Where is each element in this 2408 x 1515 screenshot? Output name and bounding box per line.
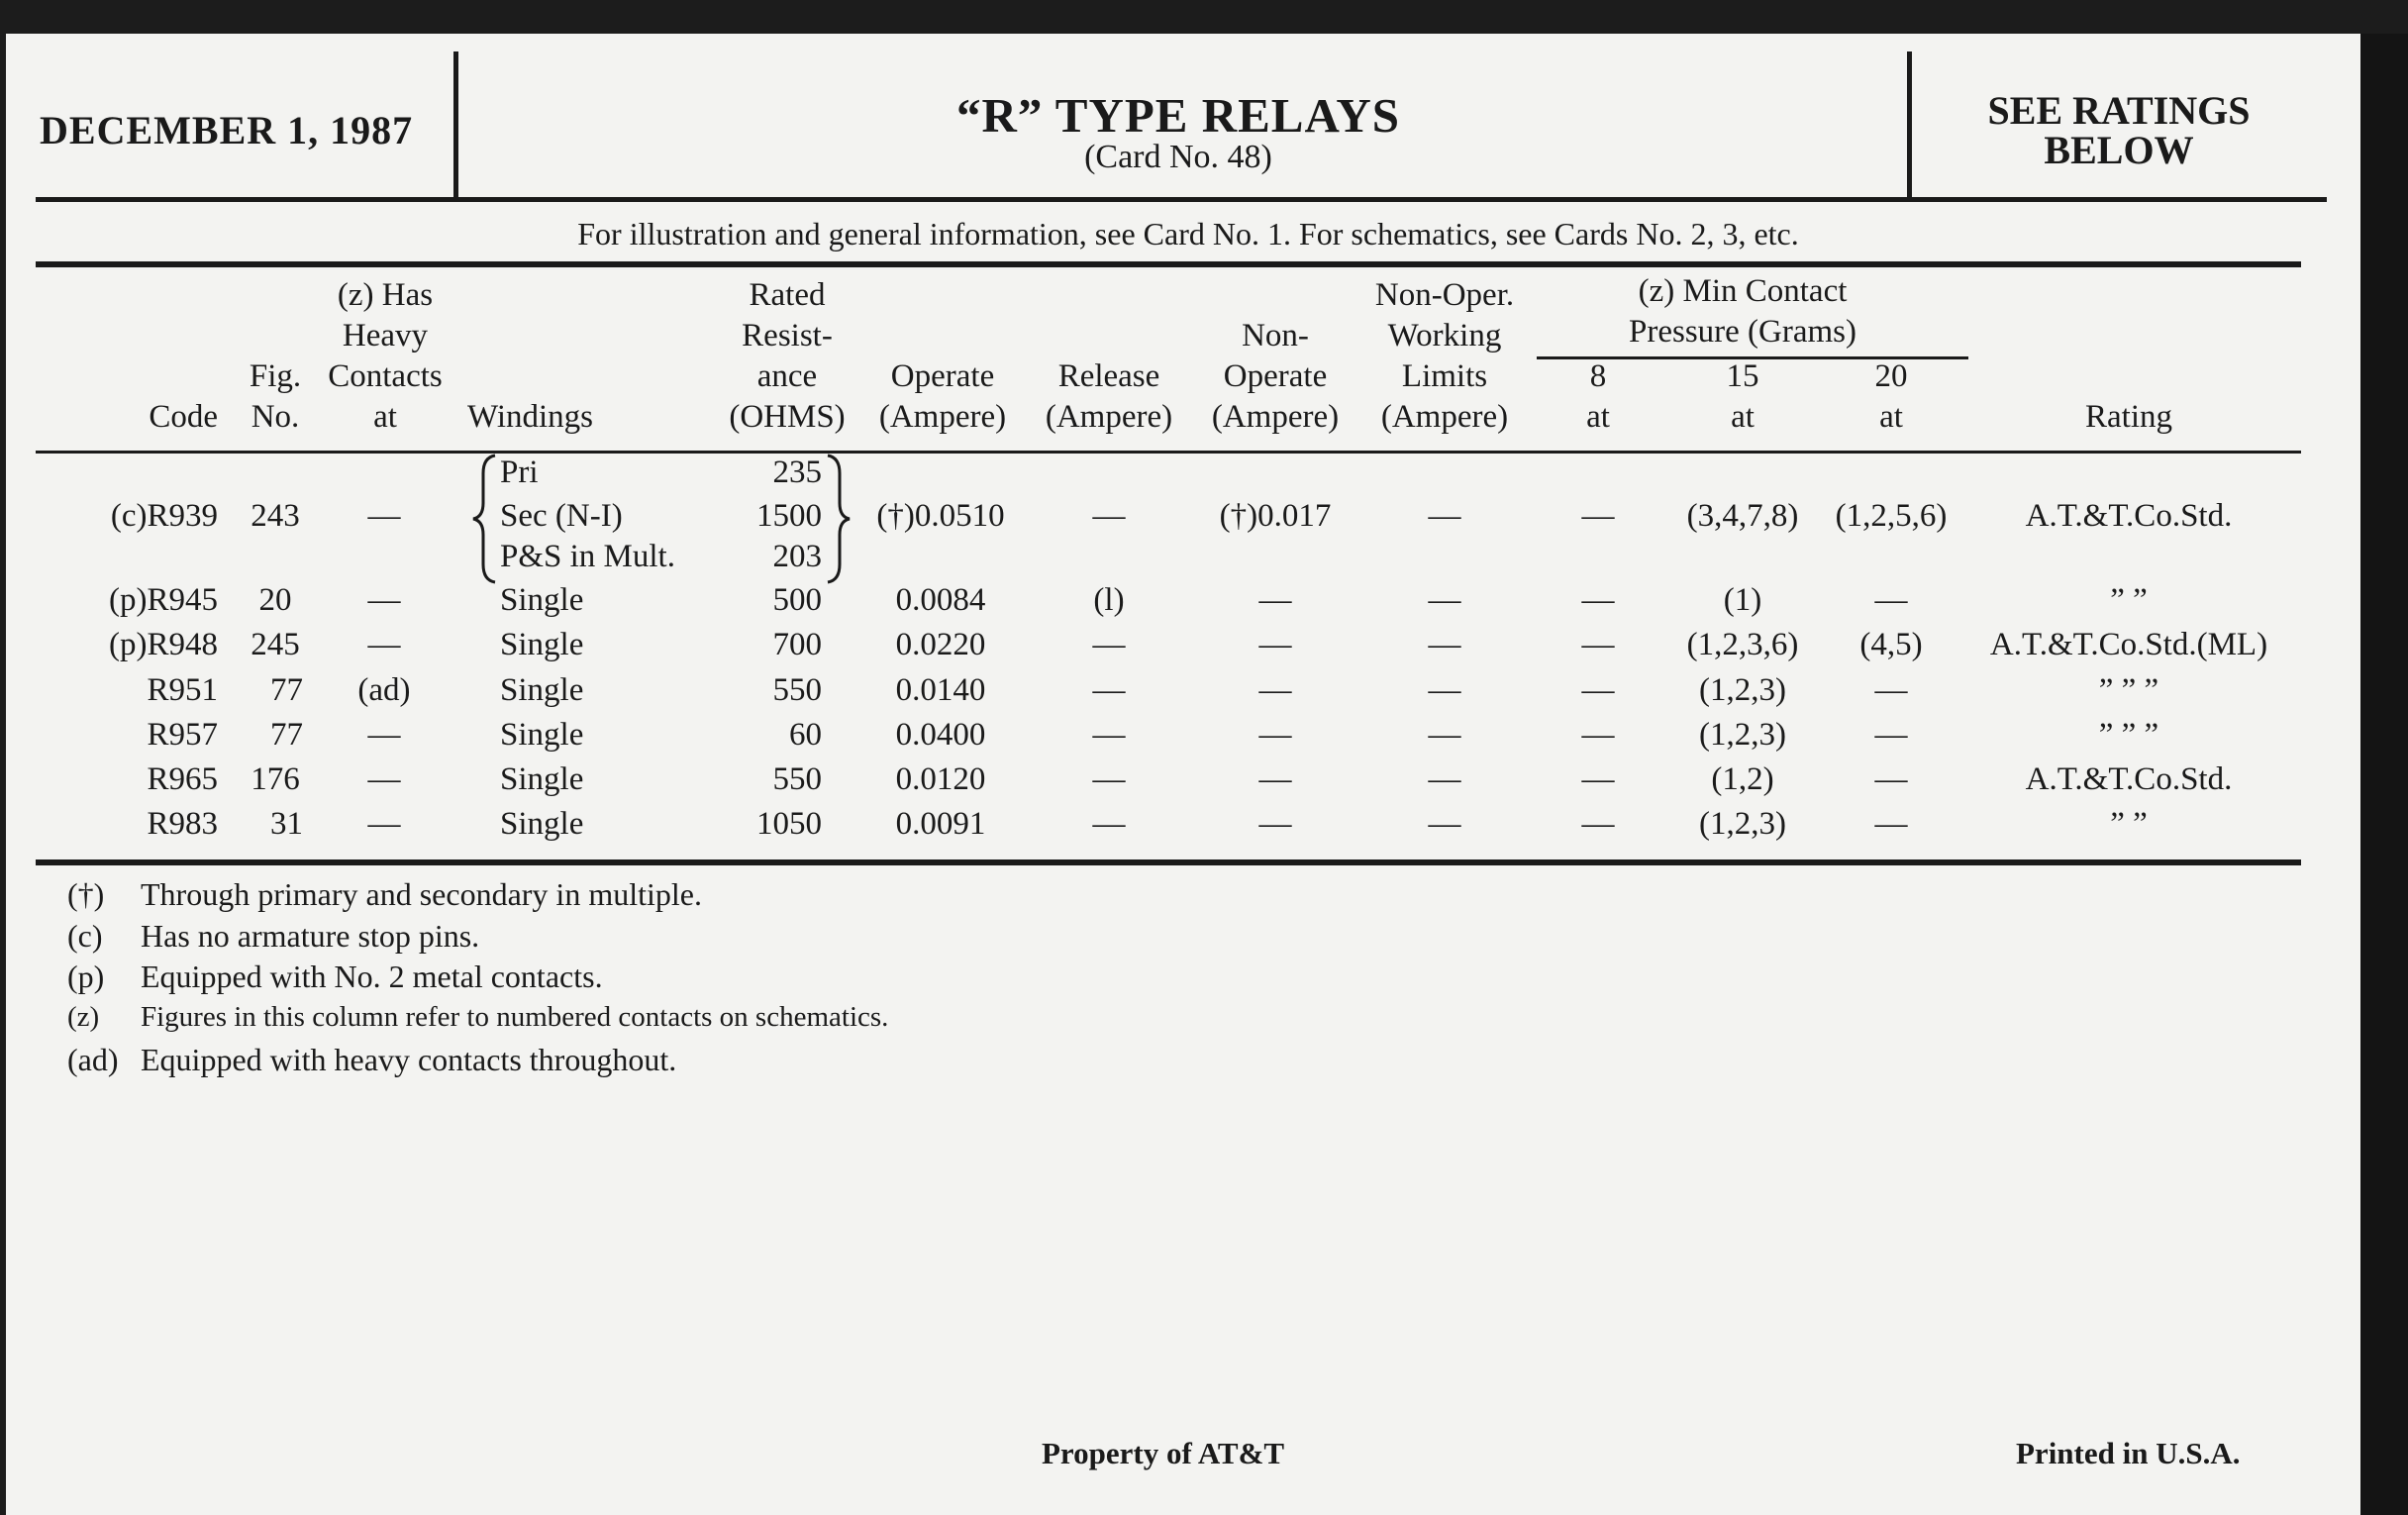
col-operate-2: (Ampere) xyxy=(878,399,1007,435)
footnote-key: (†) xyxy=(67,876,105,912)
footnote-key: (c) xyxy=(67,918,103,954)
header-bottom-rule xyxy=(36,451,2301,454)
col-heavy-3: Contacts xyxy=(328,358,443,394)
cell-resistance: 700 xyxy=(772,627,822,662)
cell-winding-ps: P&S in Mult. xyxy=(500,539,675,574)
cell-operate: 0.0091 xyxy=(895,806,986,842)
col-p8-1: 8 xyxy=(1589,358,1607,394)
cell-resistance-pri: 235 xyxy=(772,454,822,490)
footnote-key: (z) xyxy=(67,1001,100,1033)
footnote-dagger xyxy=(67,876,702,913)
cell-p20: — xyxy=(1874,717,1908,753)
cell-winding-sec: Sec (N-I) xyxy=(500,498,623,534)
col-fig-1: Fig. xyxy=(249,358,302,394)
cell-windings: Single xyxy=(500,672,584,708)
footnote-key: (ad) xyxy=(67,1042,119,1077)
col-working-1: Non-Oper. xyxy=(1374,277,1515,313)
cell-working: — xyxy=(1428,806,1461,842)
cell-working: — xyxy=(1428,582,1461,618)
footnote-text: Has no armature stop pins. xyxy=(141,918,480,954)
cell-resistance: 60 xyxy=(789,717,822,753)
cell-windings: Single xyxy=(500,806,584,842)
col-resistance-2: Resist- xyxy=(742,318,833,354)
cell-p8: — xyxy=(1581,761,1615,797)
cell-fig: 20 xyxy=(258,582,292,618)
col-working-4: (Ampere) xyxy=(1380,399,1509,435)
col-operate-1: Operate xyxy=(890,358,995,394)
col-rating: Rating xyxy=(2085,399,2172,435)
cell-p20: — xyxy=(1874,672,1908,708)
cell-fig: 176 xyxy=(251,761,300,797)
cell-rating: ” ” ” xyxy=(2098,672,2159,708)
cell-nonop: — xyxy=(1258,672,1292,708)
col-heavy-1: (z) Has xyxy=(337,277,434,313)
cell-fig: 243 xyxy=(251,498,300,534)
cell-p20: (1,2,5,6) xyxy=(1835,498,1948,534)
cell-p20: (4,5) xyxy=(1859,627,1923,662)
header-divider-left xyxy=(453,51,458,198)
cell-p8: — xyxy=(1581,806,1615,842)
cell-operate: 0.0084 xyxy=(895,582,986,618)
resistance-brace-right xyxy=(824,452,853,586)
printed-note: Printed in U.S.A. xyxy=(2016,1436,2241,1470)
cell-p8: — xyxy=(1581,672,1615,708)
cell-p15: (1,2,3) xyxy=(1699,806,1786,842)
col-release-2: (Ampere) xyxy=(1045,399,1173,435)
cell-code: (p)R948 xyxy=(109,627,218,662)
col-pressure-1: (z) Min Contact xyxy=(1638,273,1848,309)
col-p15-2: at xyxy=(1731,399,1755,435)
cell-operate: 0.0120 xyxy=(895,761,986,797)
cell-rating: ” ” ” xyxy=(2098,717,2159,753)
cell-working: — xyxy=(1428,717,1461,753)
col-p20-2: at xyxy=(1879,399,1903,435)
footnote-ad xyxy=(67,1042,676,1078)
card-number: (Card No. 48) xyxy=(1084,139,1272,175)
header-divider-right xyxy=(1907,51,1912,198)
table-top-rule xyxy=(36,261,2301,267)
cell-rating: A.T.&T.Co.Std.(ML) xyxy=(1989,627,2268,662)
cell-rating: ” ” xyxy=(2110,806,2148,842)
col-nonop-2: Operate xyxy=(1223,358,1328,394)
cell-release: — xyxy=(1092,761,1126,797)
cell-fig: 77 xyxy=(270,717,303,753)
cell-p15: (1,2,3,6) xyxy=(1686,627,1799,662)
cell-nonop: — xyxy=(1258,761,1292,797)
cell-release: — xyxy=(1092,498,1126,534)
cell-p20: — xyxy=(1874,582,1908,618)
issue-date: DECEMBER 1, 1987 xyxy=(40,108,414,152)
cell-heavy: (ad) xyxy=(357,672,411,708)
footnote-text: Equipped with heavy contacts throughout. xyxy=(141,1042,677,1077)
cell-fig: 31 xyxy=(270,806,303,842)
general-info-note: For illustration and general information, see Card No. 1. For schematics, see Cards No. 2, 3, etc. xyxy=(577,216,1799,252)
cell-heavy: — xyxy=(367,498,401,534)
footnote-key: (p) xyxy=(67,959,105,994)
cell-release: — xyxy=(1092,672,1126,708)
cell-code: R983 xyxy=(147,806,218,842)
property-note: Property of AT&T xyxy=(1042,1436,1285,1470)
col-p8-2: at xyxy=(1586,399,1610,435)
cell-windings: Single xyxy=(500,627,584,662)
header-rule xyxy=(36,197,2327,202)
col-windings: Windings xyxy=(467,399,594,435)
col-resistance-3: ance xyxy=(756,358,818,394)
cell-resistance: 550 xyxy=(772,672,822,708)
cell-release: — xyxy=(1092,627,1126,662)
cell-heavy: — xyxy=(367,582,401,618)
cell-p15: (1) xyxy=(1723,582,1762,618)
cell-working: — xyxy=(1428,672,1461,708)
cell-code: R951 xyxy=(147,672,218,708)
col-heavy-2: Heavy xyxy=(342,318,429,354)
col-working-2: Working xyxy=(1387,318,1502,354)
cell-heavy: — xyxy=(367,627,401,662)
col-resistance-1: Rated xyxy=(749,277,826,313)
cell-p20: — xyxy=(1874,806,1908,842)
cell-code: (p)R945 xyxy=(109,582,218,618)
cell-heavy: — xyxy=(367,717,401,753)
cell-resistance-ps: 203 xyxy=(772,539,822,574)
cell-p15: (1,2,3) xyxy=(1699,672,1786,708)
cell-nonop: — xyxy=(1258,806,1292,842)
col-p15-1: 15 xyxy=(1726,358,1759,394)
cell-windings: Single xyxy=(500,582,584,618)
cell-release: (l) xyxy=(1093,582,1125,618)
cell-resistance: 550 xyxy=(772,761,822,797)
cell-p15: (1,2,3) xyxy=(1699,717,1786,753)
ratings-line-2: BELOW xyxy=(2044,128,2194,172)
cell-resistance-sec: 1500 xyxy=(756,498,822,534)
cell-code: (c)R939 xyxy=(110,498,218,534)
cell-fig: 77 xyxy=(270,672,303,708)
cell-rating: A.T.&T.Co.Std. xyxy=(2025,761,2233,797)
cell-heavy: — xyxy=(367,806,401,842)
footnote-text: Figures in this column refer to numbered contacts on schematics. xyxy=(141,1001,889,1033)
cell-operate: 0.0400 xyxy=(895,717,986,753)
table-bottom-rule xyxy=(36,859,2301,865)
col-fig-2: No. xyxy=(251,399,300,435)
cell-p8: — xyxy=(1581,627,1615,662)
cell-working: — xyxy=(1428,761,1461,797)
cell-code: R957 xyxy=(147,717,218,753)
cell-rating: A.T.&T.Co.Std. xyxy=(2025,498,2233,534)
cell-working: — xyxy=(1428,627,1461,662)
cell-working: — xyxy=(1428,498,1461,534)
footnote-z xyxy=(67,1001,888,1034)
footnote-text: Equipped with No. 2 metal contacts. xyxy=(141,959,603,994)
cell-winding-pri: Pri xyxy=(500,454,539,490)
cell-p8: — xyxy=(1581,498,1615,534)
col-resistance-4: (OHMS) xyxy=(729,399,846,435)
cell-resistance: 1050 xyxy=(756,806,822,842)
footnote-text: Through primary and secondary in multiple. xyxy=(141,876,702,912)
col-release-1: Release xyxy=(1057,358,1160,394)
col-pressure-2: Pressure (Grams) xyxy=(1628,314,1857,350)
col-heavy-4: at xyxy=(373,399,397,435)
windings-brace-left xyxy=(469,452,499,586)
cell-windings: Single xyxy=(500,717,584,753)
ratings-note xyxy=(1931,88,2307,172)
scan-edge xyxy=(2360,34,2408,1515)
cell-nonop: — xyxy=(1258,717,1292,753)
col-working-3: Limits xyxy=(1401,358,1488,394)
ratings-line-1: SEE RATINGS xyxy=(1987,88,2251,133)
cell-p15: (3,4,7,8) xyxy=(1686,498,1799,534)
cell-windings: Single xyxy=(500,761,584,797)
cell-heavy: — xyxy=(367,761,401,797)
cell-nonop: (†)0.017 xyxy=(1219,498,1332,534)
cell-p15: (1,2) xyxy=(1711,761,1774,797)
cell-p20: — xyxy=(1874,761,1908,797)
cell-release: — xyxy=(1092,806,1126,842)
cell-nonop: — xyxy=(1258,582,1292,618)
col-nonop-1: Non- xyxy=(1242,318,1309,354)
cell-resistance: 500 xyxy=(772,582,822,618)
col-p20-1: 20 xyxy=(1874,358,1908,394)
cell-release: — xyxy=(1092,717,1126,753)
col-nonop-3: (Ampere) xyxy=(1211,399,1340,435)
col-code: Code xyxy=(149,399,218,435)
cell-operate: (†)0.0510 xyxy=(876,498,1005,534)
cell-operate: 0.0140 xyxy=(895,672,986,708)
cell-operate: 0.0220 xyxy=(895,627,986,662)
cell-p8: — xyxy=(1581,582,1615,618)
cell-fig: 245 xyxy=(251,627,300,662)
cell-nonop: — xyxy=(1258,627,1292,662)
footnote-c xyxy=(67,918,479,955)
page-title: “R” TYPE RELAYS xyxy=(956,88,1400,143)
footnote-p xyxy=(67,959,603,995)
cell-code: R965 xyxy=(147,761,218,797)
cell-p8: — xyxy=(1581,717,1615,753)
cell-rating: ” ” xyxy=(2110,582,2148,618)
